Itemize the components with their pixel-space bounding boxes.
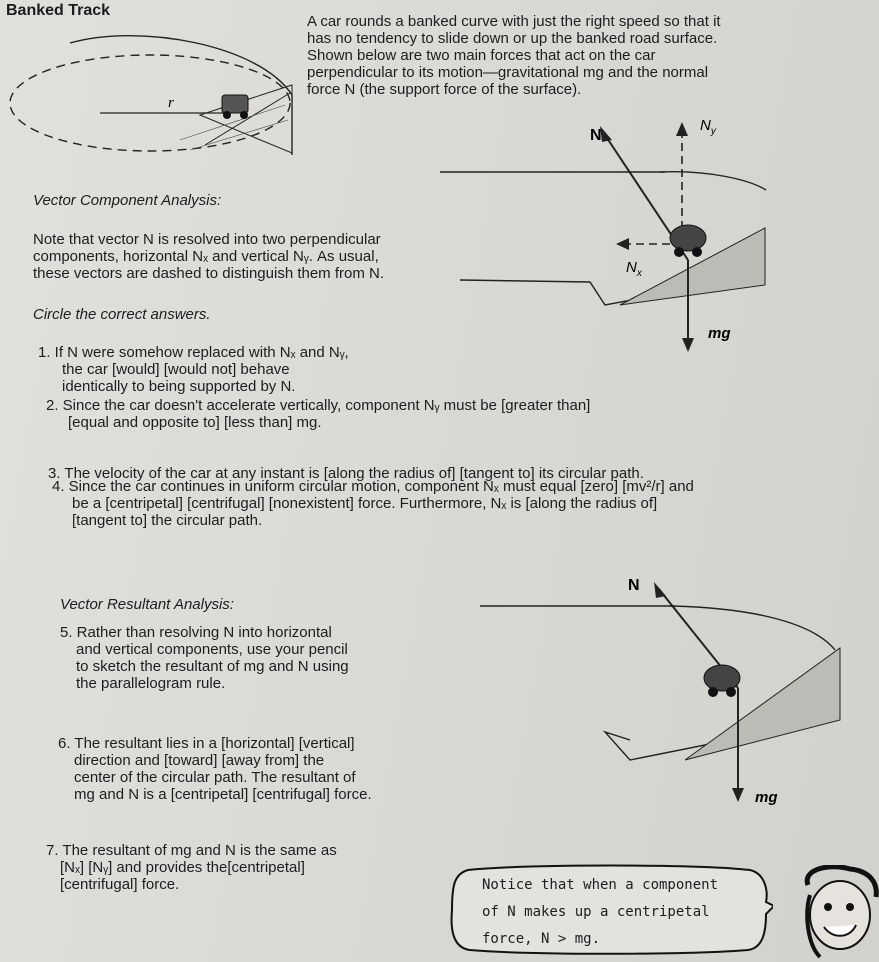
track-outline: [10, 36, 292, 155]
nx-label: N: [626, 259, 637, 276]
track-diagram: [0, 25, 300, 175]
n-label: N: [590, 127, 602, 144]
section-heading-resultant: Vector Resultant Analysis:: [60, 596, 234, 613]
question-4: 4. Since the car continues in uniform circular motion, component Nₓ must equal [zero] [mv²/r] and be a [centripetal] [centrifugal] [nonexistent] force. Furthermore, Nₓ is [along the radius of] [tangent to] the circular path.: [52, 478, 694, 529]
car-icon: [222, 95, 248, 119]
n-label: N: [628, 577, 640, 594]
resultant-diagram: [430, 570, 850, 810]
note-paragraph: Note that vector N is resolved into two perpendicular components, horizontal Nₓ and vertical Nᵧ. As usual, these vectors are dashed to distinguish them from N.: [33, 231, 385, 282]
question-1: 1. If N were somehow replaced with Nₓ and Nᵧ, the car [would] [would not] behave identically to being supported by N.: [38, 344, 349, 395]
circle-instruction: Circle the correct answers.: [33, 306, 211, 323]
page-title: Banked Track: [6, 2, 111, 19]
question-2: 2. Since the car doesn't accelerate vertically, component Nᵧ must be [greater than] [equal and opposite to] [less than] mg.: [46, 397, 591, 431]
question-3: 3. The velocity of the car at any instant is [along the radius of] [tangent to] its circular path.: [48, 465, 644, 482]
intro-paragraph: A car rounds a banked curve with just the right speed so that it has no tendency to slide down or up the banked road surface. Shown below are two main forces that act on the car perpendicular to its motion—gravitational mg and the normal force N (the support force of the surface).: [307, 13, 721, 98]
question-7: 7. The resultant of mg and N is the same as [Nₓ] [Nᵧ] and provides the[centripetal] [centrifugal] force.: [46, 842, 337, 893]
speech-bubble-text: Notice that when a component of N makes up a centripetal force, N > mg.: [482, 877, 719, 947]
car-icon: [670, 225, 706, 257]
question-5: 5. Rather than resolving N into horizontal and vertical components, use your pencil to sketch the resultant of mg and N using the parallelogram rule.: [60, 624, 349, 692]
ny-label: N: [700, 117, 711, 134]
question-6: 6. The resultant lies in a [horizontal] [vertical] direction and [toward] [away from] the center of the circular path. The resultant of mg and N is a [centripetal] [centrifugal] force.: [58, 735, 372, 803]
force-components-diagram: [430, 110, 770, 360]
mg-label: mg: [755, 789, 778, 806]
svg-text:Ny: $N_y$: [700, 117, 716, 137]
car-icon: [704, 665, 740, 697]
mg-label: mg: [708, 325, 731, 342]
cartoon-face-icon: [800, 865, 879, 962]
radius-label: r: [168, 95, 174, 111]
svg-text:Nx: $N_x$: [626, 259, 642, 279]
section-heading-components: Vector Component Analysis:: [33, 192, 222, 209]
